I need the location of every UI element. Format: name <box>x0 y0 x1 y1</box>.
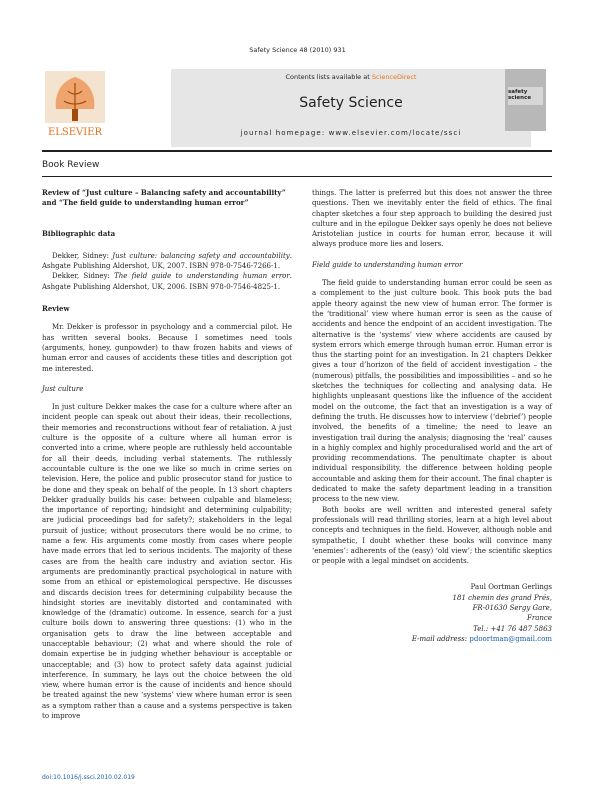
author-signature <box>312 582 552 644</box>
review-heading: Review <box>42 304 70 314</box>
journal-cover-image <box>505 69 546 131</box>
author-email-link[interactable]: pdoortman@gmail.com <box>469 634 552 643</box>
journal-masthead <box>42 69 546 153</box>
journal-title: Safety Science <box>299 95 403 111</box>
author-address-2: FR-01630 Sergy Gare, <box>472 603 552 612</box>
author-email-line: E-mail address: pdoortman@gmail.com <box>411 634 552 643</box>
biblio-entry-2: Dekker, Sidney: The field guide to understanding human error. Ashgate Publishing Aldershot, UK, 2006. ISBN 978-0-7546-4825-1. <box>42 272 292 291</box>
biblio-entry-1: Dekker, Sidney: Just culture: balancing safety and accountability. Ashgate Publishing Aldershot, UK, 2007. ISBN 978-0-7546-7266-1. <box>42 251 292 271</box>
left-column <box>42 188 292 721</box>
field-guide-paragraph: The field guide to understanding human error could be seen as a complement to the just culture book. This book puts the bad apple theory against the new view of human error. The former is the ‘traditional’ view where human error is seen as the cause of accidents and hence the endpoint of an accident investigation. The alternative is the ‘systems’ view where accidents are caused by system errors which emerge through human error. Human error is thus the starting point for an investigation. In 21 chapters Dekker gives a tour d’horizon of the field of accident investigation – the (numerous) pitfalls, the possibilities and impossibilities – and so he sketches the techniques for collecting and analysing data. He highlights unpleasant questions like the influence of the accident model on the outcome, the fact that an investigation is a way of defining the truth. He discusses how to interview (‘debrief’) people involved, the benefits of a timeline; the need to leave an investigation trail during the analysis; diagnosing the ‘real’ causes in a highly complex and highly proceduralised world and the art of providing recommendations. The penultimate chapter is about individual responsibility, the difference between holding people accountable and asking them for their account. The final chapter is dedicated to make the safety department leading in a transition process to the new view. <box>312 279 552 504</box>
right-column <box>312 188 552 644</box>
section-label: Book Review <box>42 160 100 170</box>
just-culture-heading: Just culture <box>42 384 84 393</box>
author-name: Paul Oortman Gerlings <box>470 583 552 592</box>
journal-info-panel <box>171 69 531 147</box>
conclusion-paragraph: Both books are well written and interested general safety professionals will read thrilling stories, learn at a high level about concepts and techniques in the field. However, although noble and sympathetic, I doubt whether these books will convince many ‘enemies’: adherents of the (easy) ‘old view’; the scientific skeptics or people with a legal mindset on accidents. <box>312 505 552 566</box>
publisher-name: ELSEVIER <box>47 127 103 138</box>
author-address-1: 181 chemin des grand Prés, <box>452 593 552 602</box>
field-guide-heading: Field guide to understanding human error <box>312 260 463 269</box>
review-paragraph: Mr. Dekker is professor in psychology and a commercial pilot. He has written several books. Because I sometimes need tools (arguments, honey, gunpowder) to thaw frozen habits and views of human error and causes of accidents these titles and description got me interested. <box>42 323 292 373</box>
section-rule <box>42 176 552 177</box>
contents-line <box>171 73 531 81</box>
biblio-heading: Bibliographic data <box>42 228 116 238</box>
contents-prefix: Contents lists available at <box>285 73 372 81</box>
continued-paragraph: things. The latter is preferred but this does not answer the three questions. Then we inevitably enter the field of ethics. The final chapter sketches a four step approach to building the desired just culture and in the epilogue Dekker says openly he does not believe Aristotelian justice in courts for human error, because it will always produce more lies and losers. <box>312 189 552 249</box>
cover-title: safety science <box>508 89 532 101</box>
just-culture-paragraph: In just culture Dekker makes the case for a culture where after an incident people can speak out about their ideas, their recollections, their memories and reconstructions without fear of retaliation. A just culture is the opposite of a culture where all human error is converted into a crime, where people are ruthlessly held accountable for all their deeds, including verbal statements. The ruthlessly accountable culture is the one we like so much in crime series on television. Here, the police and public prosecutor stand for justice to be done and they speak on behalf of the people. In 13 short chapters Dekker gradually builds his case: between culpable and blameless; the importance of reporting; hindsight and determining culpability; are judicial proceedings bad for safety?; stakeholders in the legal pursuit of justice; without prosecutors there would be no crime, to name a few. His arguments come mostly from cases where people have made errors that led to serious incidents. The majority of these cases are from the health care industry and aviation sector. His arguments are predominantly practical psychological in nature with some from an ethical or epistemological perspective. He discusses and discards decision trees for determining culpability because the hindsight stories are inevitably distorted and contaminated with knowledge of the (dramatic) outcome. In essence, search for a just culture boils down to answering three questions: (1) who in the organisation gets to draw the line between acceptable and unacceptable behaviour; (2) what and where should the role of domain expertise be in judging whether behaviour is acceptable or unacceptable; and (3) how to protect safety data against judicial interference. In summary, he lays out the choice between the old view, where human error is the cause of incidents and hence should be treated against the new ‘systems’ view where human error is seen as a symptom rather than a cause and a systems perspective is taken to improve <box>42 403 292 721</box>
article-title: Review of “Just culture – Balancing safety and accountability” and “The field guide to understanding human error” <box>42 188 286 208</box>
journal-reference: Safety Science 48 (2010) 931 <box>249 46 346 54</box>
journal-homepage[interactable]: journal homepage: www.elsevier.com/locate/ssci <box>240 129 462 137</box>
doi-link[interactable]: doi:10.1016/j.ssci.2010.02.019 <box>42 774 135 781</box>
sciencedirect-link[interactable]: ScienceDirect <box>371 73 417 81</box>
author-country: France <box>527 614 552 623</box>
header-rule <box>42 150 552 152</box>
elsevier-logo <box>42 69 112 141</box>
author-phone: Tel.: +41 76 487 5863 <box>473 624 552 633</box>
